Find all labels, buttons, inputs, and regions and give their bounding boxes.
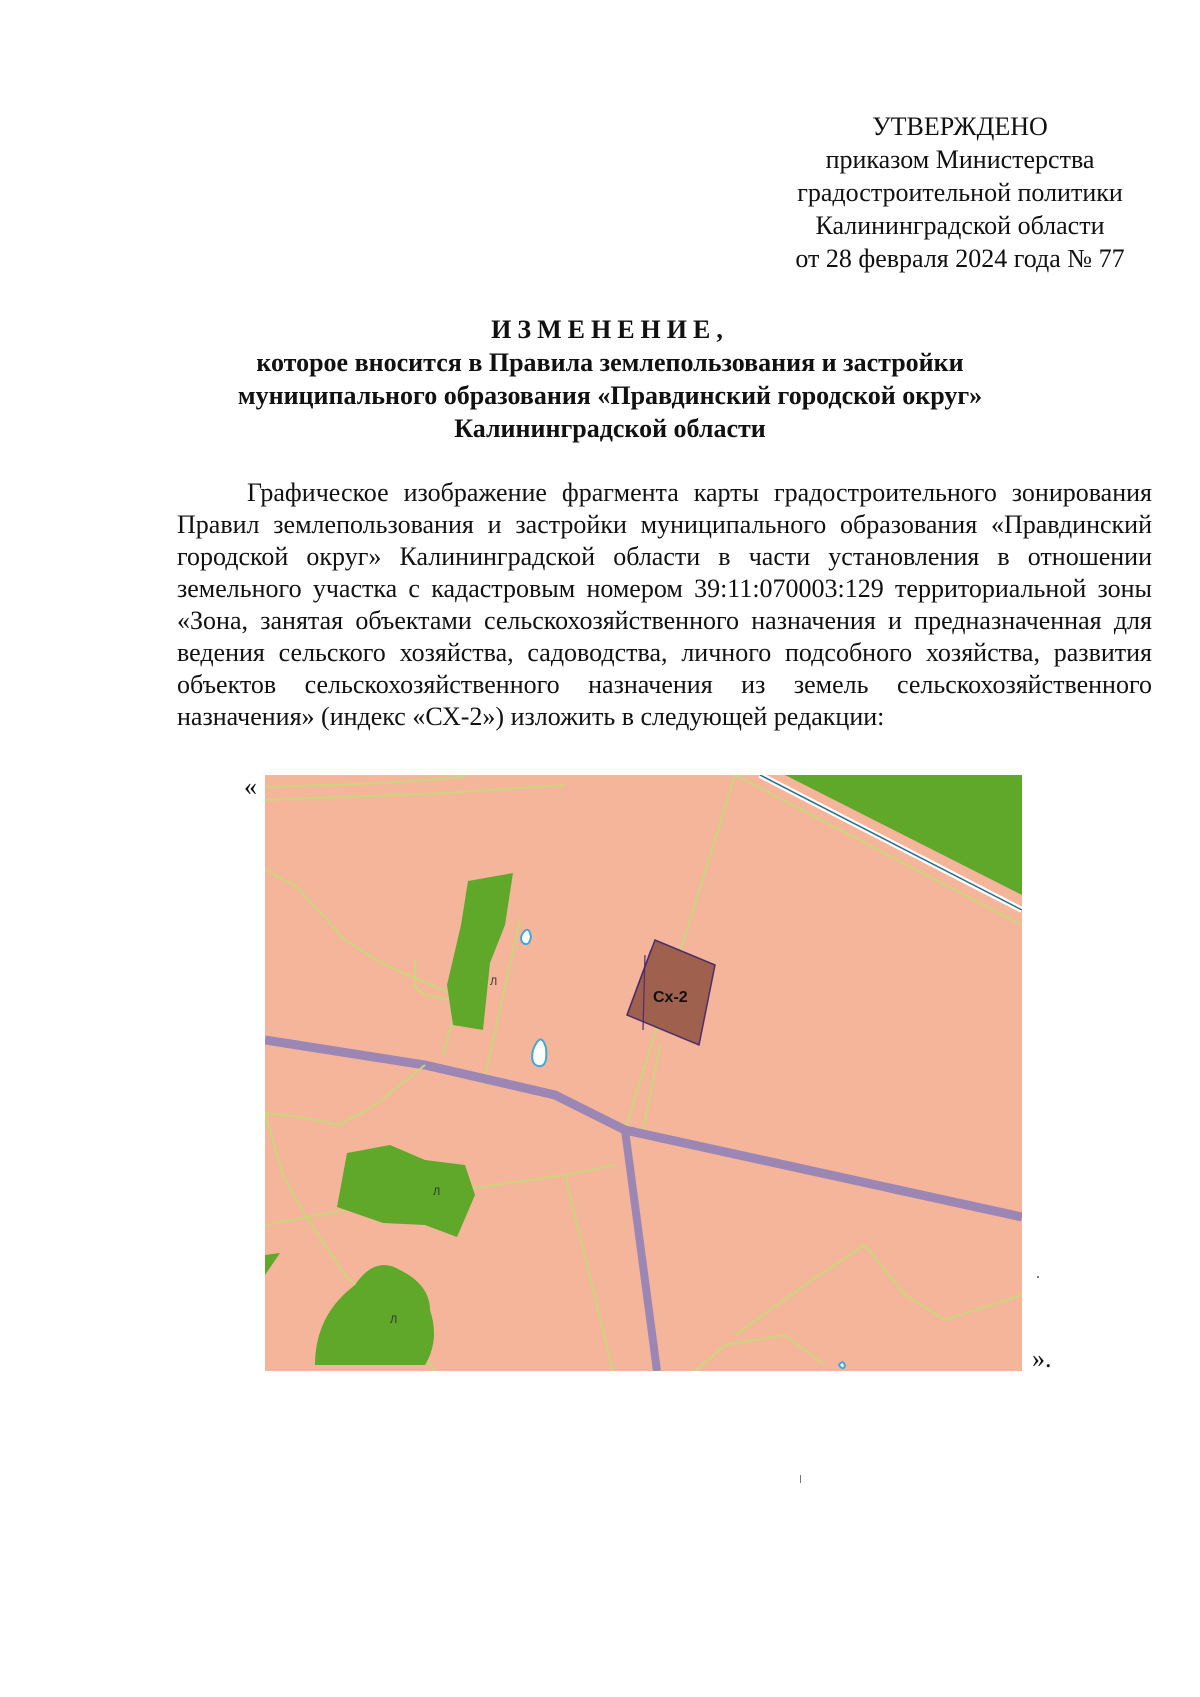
zoning-map-graphic <box>265 775 1022 1371</box>
quote-close: ». <box>1032 1344 1052 1373</box>
document-heading <box>160 313 1060 445</box>
approval-stamp <box>770 110 1150 275</box>
approval-title: УТВЕРЖДЕНО <box>872 112 1048 141</box>
scan-speck <box>800 1475 801 1483</box>
heading-title: ИЗМЕНЕНИЕ, <box>491 315 729 344</box>
zoning-map <box>265 775 1022 1371</box>
heading-line-4: Калининградской области <box>454 414 766 443</box>
approval-date: от 28 февраля 2024 года № 77 <box>795 244 1125 273</box>
body-paragraph: Графическое изображение фрагмента карты градостроительного зонирования Правил землепользования и застройки муниципального образования «Правдинский городской округ» Калининградской области в части установления в отношении земельного участка с кадастровым номером 39:11:070003:129 территориальной зоны «Зона, занятая объектами сельскохозяйственного назначения и предназначенная для ведения сельского хозяйства, садоводства, личного подсобного хозяйства, развития объектов сельскохозяйственного назначения из земель сельскохозяйственного назначения» (индекс «СХ-2») изложить в следующей редакции: <box>177 478 1152 731</box>
zone-cx2-label: Cx-2 <box>653 989 688 1006</box>
forest-label-1: Л <box>490 976 498 988</box>
forest-label-3: Л <box>390 1314 398 1326</box>
approval-ministry: градостроительной политики <box>797 178 1123 207</box>
forest-label-2: Л <box>433 1186 441 1198</box>
heading-line-2: которое вносится в Правила землепользования и застройки <box>256 348 964 377</box>
quote-open: « <box>244 772 257 801</box>
approval-order: приказом Министерства <box>825 145 1095 174</box>
heading-line-3: муниципального образования «Правдинский городской округ» <box>237 381 983 410</box>
approval-region: Калининградской области <box>815 211 1105 240</box>
scan-speck <box>1037 1276 1039 1278</box>
